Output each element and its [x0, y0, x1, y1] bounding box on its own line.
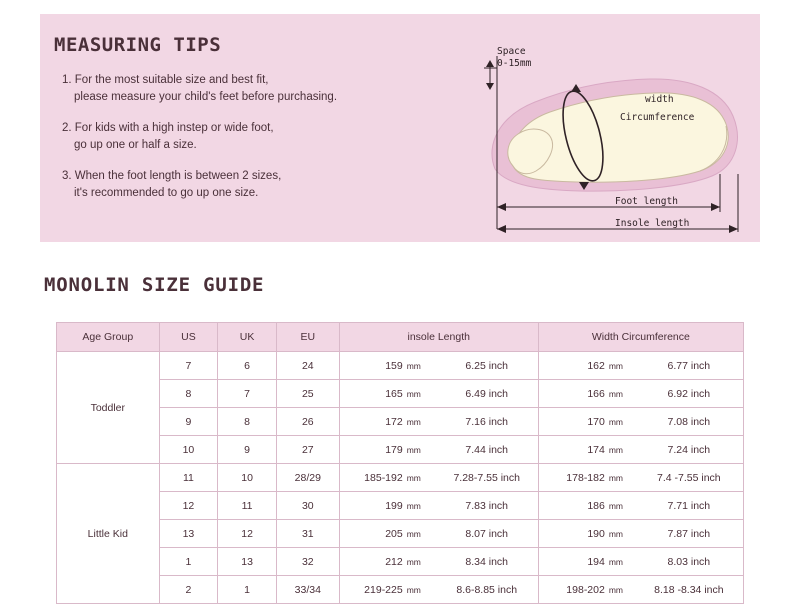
- insole-mm: 212: [385, 555, 403, 568]
- insole-unit: mm: [406, 584, 421, 595]
- table-row: [57, 576, 744, 604]
- cell-insole: [339, 520, 538, 548]
- tip-line-1: 3. When the foot length is between 2 sizes,: [62, 170, 282, 182]
- insole-mm: 172: [385, 415, 403, 428]
- table-row: [57, 380, 744, 408]
- cell-eu: 27: [276, 436, 339, 464]
- table-row: [57, 464, 744, 492]
- width-inch: 7.4 -7.55 inch: [657, 471, 721, 484]
- cell-width: [538, 352, 743, 380]
- cell-insole: [339, 492, 538, 520]
- insole-unit: mm: [406, 472, 421, 483]
- insole-mm: 185-192: [364, 471, 403, 484]
- tip-item: [62, 120, 452, 154]
- foot-length-arrow-right-icon: [711, 203, 720, 211]
- foot-length-arrow-left-icon: [497, 203, 506, 211]
- table-row: [57, 436, 744, 464]
- cell-insole: [339, 436, 538, 464]
- insole-inch: 7.44 inch: [465, 443, 509, 456]
- insole-inch: 8.34 inch: [465, 555, 509, 568]
- width-inch: 6.77 inch: [667, 359, 711, 372]
- tip-line-2: go up one or half a size.: [74, 139, 197, 151]
- insole-unit: mm: [406, 416, 421, 427]
- width-inch: 7.87 inch: [667, 527, 711, 540]
- table-header-row: [57, 323, 744, 352]
- header-age-group: Age Group: [57, 323, 160, 352]
- width-mm: 162: [587, 359, 605, 372]
- width-inch: 6.92 inch: [667, 387, 711, 400]
- space-arrow-down-icon: [486, 83, 494, 90]
- cell-us: 13: [159, 520, 218, 548]
- width-unit: mm: [608, 360, 624, 371]
- cell-us: 7: [159, 352, 218, 380]
- cell-insole: [339, 548, 538, 576]
- insole-inch: 7.83 inch: [465, 499, 509, 512]
- cell-uk: 9: [218, 436, 277, 464]
- cell-width: [538, 492, 743, 520]
- cell-insole: [339, 576, 538, 604]
- measuring-tips-list: [62, 72, 452, 216]
- insole-mm: 205: [385, 527, 403, 540]
- cell-eu: 33/34: [276, 576, 339, 604]
- width-inch: 7.08 inch: [667, 415, 711, 428]
- cell-width: [538, 520, 743, 548]
- cell-insole: [339, 464, 538, 492]
- tip-line-2: please measure your child's feet before purchasing.: [74, 91, 338, 103]
- cell-width: [538, 408, 743, 436]
- cell-us: 2: [159, 576, 218, 604]
- width-inch: 8.18 -8.34 inch: [654, 583, 724, 596]
- tip-line-2: it's recommended to go up one size.: [74, 187, 259, 199]
- cell-insole: [339, 408, 538, 436]
- space-arrow-up-icon: [486, 60, 494, 67]
- width-mm: 166: [587, 387, 605, 400]
- cell-us: 10: [159, 436, 218, 464]
- cell-uk: 12: [218, 520, 277, 548]
- tip-line-1: 2. For kids with a high instep or wide foot,: [62, 122, 274, 134]
- insole-mm: 159: [385, 359, 403, 372]
- width-inch: 7.71 inch: [667, 499, 711, 512]
- cell-eu: 25: [276, 380, 339, 408]
- cell-uk: 6: [218, 352, 277, 380]
- size-guide-table: [56, 322, 744, 604]
- width-unit: mm: [608, 416, 624, 427]
- foot-measurement-diagram: [450, 24, 755, 239]
- cell-width: [538, 576, 743, 604]
- width-unit: mm: [608, 528, 624, 539]
- cell-eu: 26: [276, 408, 339, 436]
- width-mm: 186: [587, 499, 605, 512]
- cell-us: 1: [159, 548, 218, 576]
- insole-mm: 165: [385, 387, 403, 400]
- insole-unit: mm: [406, 388, 421, 399]
- cell-width: [538, 436, 743, 464]
- width-inch: 8.03 inch: [667, 555, 711, 568]
- insole-inch: 6.25 inch: [465, 359, 509, 372]
- width-unit: mm: [608, 500, 624, 511]
- insole-mm: 179: [385, 443, 403, 456]
- size-guide-title: MONOLIN SIZE GUIDE: [44, 274, 265, 296]
- cell-uk: 11: [218, 492, 277, 520]
- insole-inch: 6.49 inch: [465, 387, 509, 400]
- space-label-line2: 0-15mm: [497, 58, 532, 69]
- insole-unit: mm: [406, 556, 421, 567]
- insole-mm: 199: [385, 499, 403, 512]
- cell-eu: 24: [276, 352, 339, 380]
- cell-us: 12: [159, 492, 218, 520]
- insole-unit: mm: [406, 500, 421, 511]
- width-unit: mm: [608, 472, 624, 483]
- width-mm: 170: [587, 415, 605, 428]
- insole-inch: 7.16 inch: [465, 415, 509, 428]
- insole-inch: 8.6-8.85 inch: [456, 583, 518, 596]
- header-us: US: [159, 323, 218, 352]
- tip-item: [62, 168, 452, 202]
- table-row: [57, 548, 744, 576]
- cell-uk: 13: [218, 548, 277, 576]
- cell-eu: 28/29: [276, 464, 339, 492]
- cell-uk: 1: [218, 576, 277, 604]
- cell-eu: 30: [276, 492, 339, 520]
- insole-length-arrow-left-icon: [497, 225, 506, 233]
- width-unit: mm: [608, 584, 624, 595]
- circumference-label: Circumference: [620, 112, 695, 123]
- cell-us: 9: [159, 408, 218, 436]
- table-row: [57, 352, 744, 380]
- cell-eu: 32: [276, 548, 339, 576]
- cell-insole: [339, 380, 538, 408]
- width-mm: 190: [587, 527, 605, 540]
- width-unit: mm: [608, 388, 624, 399]
- tip-item: [62, 72, 452, 106]
- cell-width: [538, 548, 743, 576]
- cell-uk: 10: [218, 464, 277, 492]
- measuring-tips-panel: [40, 14, 760, 242]
- cell-insole: [339, 352, 538, 380]
- width-mm: 194: [587, 555, 605, 568]
- cell-width: [538, 380, 743, 408]
- cell-eu: 31: [276, 520, 339, 548]
- header-width-circumference: Width Circumference: [538, 323, 743, 352]
- cell-us: 8: [159, 380, 218, 408]
- table-row: [57, 492, 744, 520]
- cell-us: 11: [159, 464, 218, 492]
- width-unit: mm: [608, 444, 624, 455]
- width-label: width: [645, 94, 674, 105]
- tip-line-1: 1. For the most suitable size and best fit,: [62, 74, 269, 86]
- cell-uk: 8: [218, 408, 277, 436]
- group-label-toddler: Toddler: [57, 352, 160, 464]
- insole-mm: 219-225: [364, 583, 403, 596]
- insole-unit: mm: [406, 444, 421, 455]
- measuring-tips-title: MEASURING TIPS: [54, 34, 222, 56]
- insole-length-label: Insole length: [615, 218, 690, 229]
- width-mm: 174: [587, 443, 605, 456]
- space-label-line1: Space: [497, 46, 526, 57]
- insole-inch: 8.07 inch: [465, 527, 509, 540]
- width-unit: mm: [608, 556, 624, 567]
- header-uk: UK: [218, 323, 277, 352]
- insole-unit: mm: [406, 528, 421, 539]
- foot-length-label: Foot length: [615, 196, 678, 207]
- insole-length-arrow-right-icon: [729, 225, 738, 233]
- group-label-little-kid: Little Kid: [57, 464, 160, 604]
- width-inch: 7.24 inch: [667, 443, 711, 456]
- table-row: [57, 520, 744, 548]
- width-mm: 178-182: [566, 471, 605, 484]
- insole-unit: mm: [406, 360, 421, 371]
- cell-width: [538, 464, 743, 492]
- table-row: [57, 408, 744, 436]
- header-insole-length: insole Length: [339, 323, 538, 352]
- insole-inch: 7.28-7.55 inch: [453, 471, 520, 484]
- header-eu: EU: [276, 323, 339, 352]
- width-mm: 198-202: [566, 583, 605, 596]
- cell-uk: 7: [218, 380, 277, 408]
